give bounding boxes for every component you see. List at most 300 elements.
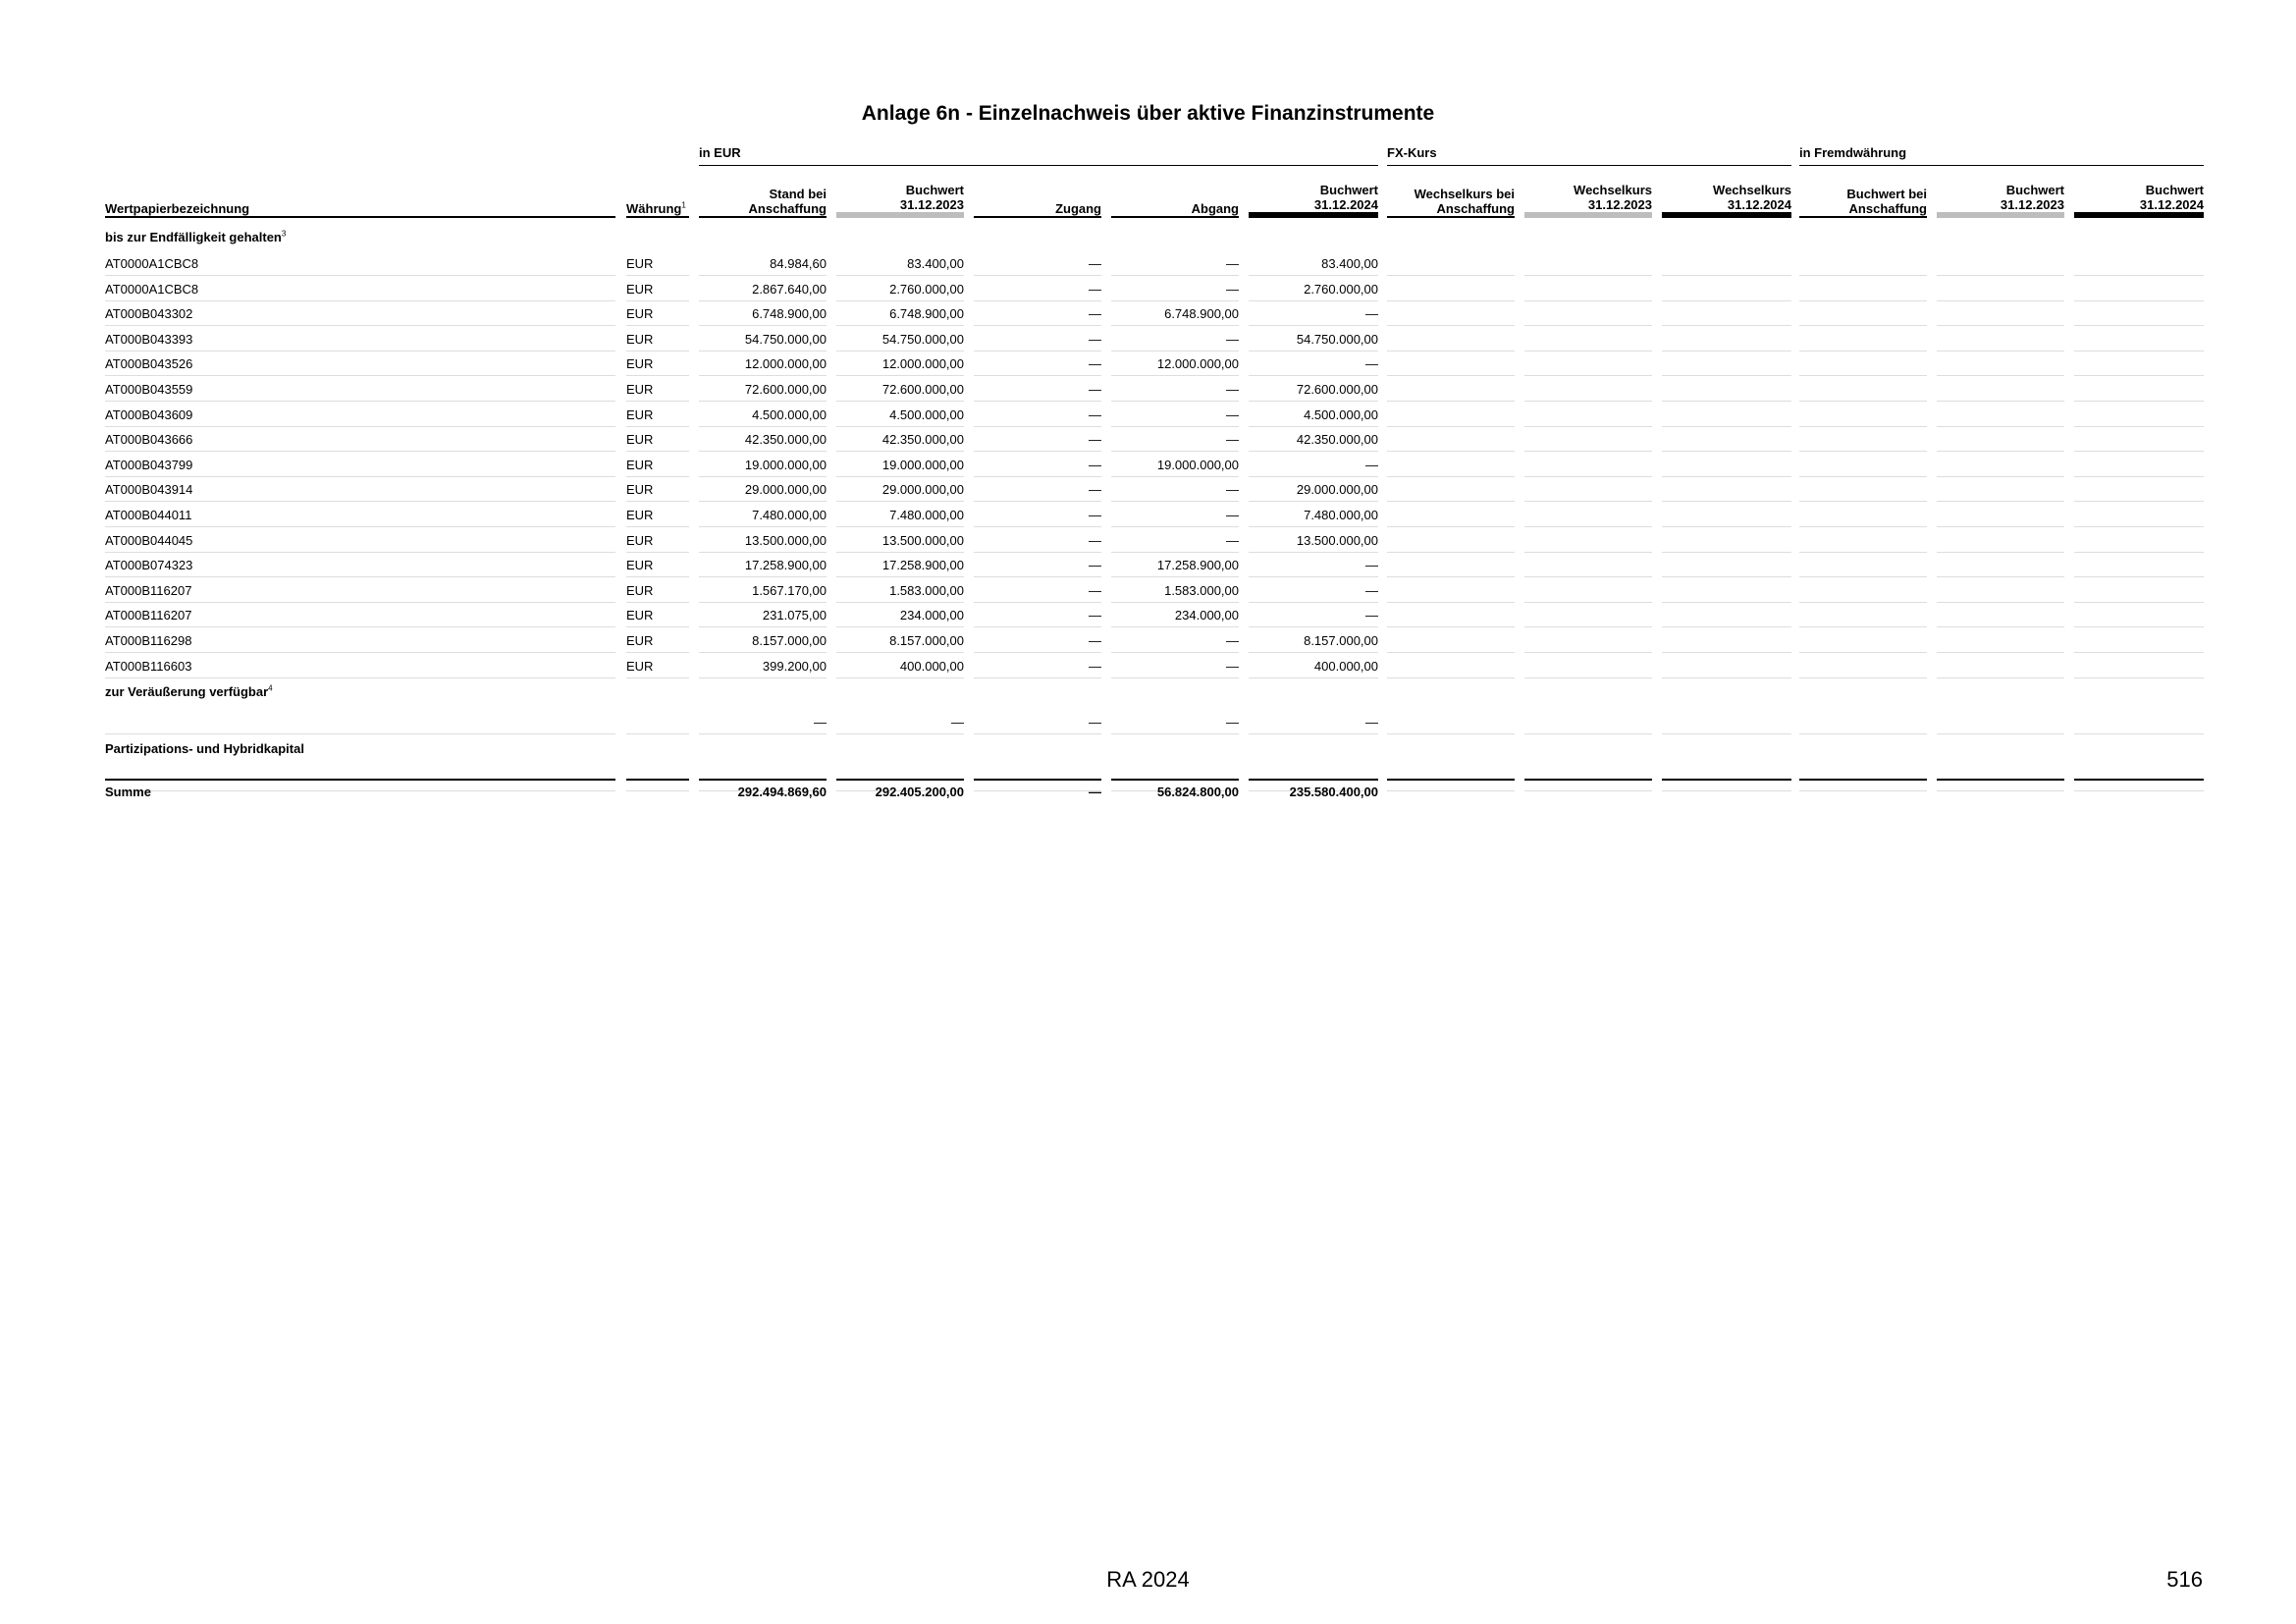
table-cell-currency	[626, 710, 689, 734]
table-cell-bv2023: 6.748.900,00	[836, 301, 964, 326]
table-cell-abgang: —	[1111, 327, 1239, 352]
table-cell-fc_cost	[1799, 578, 1927, 603]
table-cell-name: AT000B043799	[105, 453, 615, 477]
table-cell-fx2024	[1662, 277, 1791, 301]
table-cell-cost: 7.480.000,00	[699, 503, 827, 527]
sum-cell-cost: 292.494.869,60	[699, 779, 827, 806]
table-cell-fc2024	[2074, 301, 2204, 326]
table-cell-name: AT000B043609	[105, 403, 615, 427]
table-cell-name: AT000B043559	[105, 377, 615, 402]
table-cell-fx_cost	[1387, 453, 1515, 477]
column-header-label2: Anschaffung	[1848, 201, 1927, 216]
table-cell-bv2023: 2.760.000,00	[836, 277, 964, 301]
table-cell-fc2024	[2074, 251, 2204, 276]
report-label: RA 2024	[1106, 1567, 1190, 1592]
column-header-label2: Anschaffung	[1436, 201, 1515, 216]
table-cell-cost: 13.500.000,00	[699, 528, 827, 553]
table-cell-currency: EUR	[626, 352, 689, 376]
group-label-fremd: in Fremdwährung	[1799, 145, 1907, 160]
sum-cell-fc2023	[1937, 779, 2064, 806]
column-header-cost	[699, 183, 827, 218]
table-cell-bv2024: 42.350.000,00	[1249, 427, 1378, 452]
table-cell-bv2023: 8.157.000,00	[836, 628, 964, 653]
table-cell-zugang: —	[974, 277, 1101, 301]
table-cell-fc2024	[2074, 628, 2204, 653]
table-cell-fc2023	[1937, 710, 2064, 734]
table-cell-cost: 42.350.000,00	[699, 427, 827, 452]
section-label	[105, 741, 304, 756]
table-cell-zugang: —	[974, 327, 1101, 352]
table-cell-name: AT000B116298	[105, 628, 615, 653]
table-cell-cost: 17.258.900,00	[699, 553, 827, 577]
table-cell-currency: EUR	[626, 403, 689, 427]
table-cell-currency: EUR	[626, 503, 689, 527]
table-cell-cost: 2.867.640,00	[699, 277, 827, 301]
column-header-fc2023	[1937, 183, 2064, 218]
table-cell-abgang: 6.748.900,00	[1111, 301, 1239, 326]
table-cell-name: AT000B043914	[105, 477, 615, 502]
table-cell-currency: EUR	[626, 377, 689, 402]
table-cell-fx2023	[1524, 553, 1652, 577]
table-cell-fc2024	[2074, 603, 2204, 627]
table-cell-fc2023	[1937, 427, 2064, 452]
group-rule-fremd	[1799, 165, 2204, 166]
table-cell-zugang: —	[974, 578, 1101, 603]
table-cell-fx_cost	[1387, 528, 1515, 553]
column-header-bv2024	[1249, 183, 1378, 218]
sum-cell-fc_cost	[1799, 779, 1927, 806]
table-cell-cost: 399.200,00	[699, 654, 827, 678]
table-cell-bv2023: 19.000.000,00	[836, 453, 964, 477]
section-label	[105, 684, 273, 699]
column-header-label2: 31.12.2023	[2000, 197, 2064, 212]
column-header-label: Wertpapierbezeichnung	[105, 201, 250, 216]
table-cell-cost: —	[699, 767, 827, 791]
table-cell-name: AT000B116207	[105, 603, 615, 627]
table-cell-fc2024	[2074, 453, 2204, 477]
section-label	[105, 230, 286, 244]
table-cell-fc2023	[1937, 477, 2064, 502]
table-cell-fx2023	[1524, 427, 1652, 452]
section-label-text: zur Veräußerung verfügbar	[105, 684, 269, 700]
table-cell-zugang: —	[974, 528, 1101, 553]
table-cell-abgang: —	[1111, 377, 1239, 402]
column-header-label: Währung	[626, 201, 682, 216]
table-cell-name: AT000B043526	[105, 352, 615, 376]
page-title: Anlage 6n - Einzelnachweis über aktive Finanzinstrumente	[861, 102, 1435, 125]
table-cell-fx2024	[1662, 301, 1791, 326]
table-cell-fx2023	[1524, 453, 1652, 477]
table-cell-fx2023	[1524, 603, 1652, 627]
table-cell-fc_cost	[1799, 603, 1927, 627]
column-header-label1: Stand bei	[769, 187, 827, 201]
sum-cell-fx2024	[1662, 779, 1791, 806]
column-header-label2: 31.12.2023	[1587, 197, 1652, 212]
column-header-label1: Buchwert	[2005, 183, 2064, 197]
table-cell-bv2023: 12.000.000,00	[836, 352, 964, 376]
table-cell-bv2023: 17.258.900,00	[836, 553, 964, 577]
table-cell-fc_cost	[1799, 377, 1927, 402]
table-cell-fc2023	[1937, 654, 2064, 678]
table-cell-fx2024	[1662, 251, 1791, 276]
table-cell-fc2023	[1937, 453, 2064, 477]
table-cell-bv2024: —	[1249, 603, 1378, 627]
table-cell-fc2023	[1937, 352, 2064, 376]
table-cell-bv2024: —	[1249, 578, 1378, 603]
table-cell-zugang: —	[974, 453, 1101, 477]
table-cell-fx2023	[1524, 628, 1652, 653]
table-cell-fx2023	[1524, 503, 1652, 527]
table-cell-fx2023	[1524, 654, 1652, 678]
table-cell-abgang: —	[1111, 767, 1239, 791]
table-cell-bv2023: 1.583.000,00	[836, 578, 964, 603]
table-cell-fx2023	[1524, 277, 1652, 301]
table-cell-bv2023: —	[836, 710, 964, 734]
table-cell-fc2023	[1937, 403, 2064, 427]
footnote-marker: 3	[281, 229, 287, 239]
table-cell-fx2023	[1524, 352, 1652, 376]
table-cell-fx2023	[1524, 528, 1652, 553]
column-header-abgang	[1111, 183, 1239, 218]
table-cell-abgang: —	[1111, 403, 1239, 427]
table-cell-fx2024	[1662, 427, 1791, 452]
table-cell-name: AT000B116207	[105, 578, 615, 603]
table-cell-zugang: —	[974, 654, 1101, 678]
table-cell-fx_cost	[1387, 352, 1515, 376]
table-cell-cost: 72.600.000,00	[699, 377, 827, 402]
table-cell-bv2024: 2.760.000,00	[1249, 277, 1378, 301]
column-header-label1: Wechselkurs	[1713, 183, 1791, 197]
table-cell-currency: EUR	[626, 427, 689, 452]
column-header-fc_cost	[1799, 183, 1927, 218]
table-cell-currency: EUR	[626, 277, 689, 301]
column-header-zugang	[974, 183, 1101, 218]
column-header-label2: 31.12.2023	[899, 197, 964, 212]
group-label-fx: FX-Kurs	[1387, 145, 1437, 160]
table-cell-fx_cost	[1387, 377, 1515, 402]
table-cell-bv2023: 7.480.000,00	[836, 503, 964, 527]
group-rule-fx	[1387, 165, 1791, 166]
table-cell-zugang: —	[974, 710, 1101, 734]
table-cell-fx2024	[1662, 352, 1791, 376]
table-cell-fc_cost	[1799, 654, 1927, 678]
table-cell-fx2023	[1524, 301, 1652, 326]
table-cell-fc2023	[1937, 277, 2064, 301]
table-cell-fx2024	[1662, 453, 1791, 477]
table-cell-abgang: 17.258.900,00	[1111, 553, 1239, 577]
table-cell-currency: EUR	[626, 654, 689, 678]
table-cell-abgang: 19.000.000,00	[1111, 453, 1239, 477]
table-cell-fx_cost	[1387, 628, 1515, 653]
table-cell-name: AT000B043393	[105, 327, 615, 352]
table-cell-fx2023	[1524, 477, 1652, 502]
table-cell-abgang: 234.000,00	[1111, 603, 1239, 627]
column-header-fx2023	[1524, 183, 1652, 218]
table-cell-fx2024	[1662, 654, 1791, 678]
table-cell-bv2023: —	[836, 767, 964, 791]
table-cell-fx2023	[1524, 377, 1652, 402]
table-cell-fc2023	[1937, 301, 2064, 326]
table-cell-bv2023: 13.500.000,00	[836, 528, 964, 553]
sum-cell-fc2024	[2074, 779, 2204, 806]
column-header-bv2023	[836, 183, 964, 218]
table-cell-abgang: —	[1111, 710, 1239, 734]
table-cell-abgang: —	[1111, 251, 1239, 276]
table-cell-bv2023: 72.600.000,00	[836, 377, 964, 402]
table-cell-bv2024: —	[1249, 301, 1378, 326]
table-cell-zugang: —	[974, 251, 1101, 276]
table-cell-bv2023: 42.350.000,00	[836, 427, 964, 452]
table-cell-fc_cost	[1799, 710, 1927, 734]
table-cell-bv2024: 83.400,00	[1249, 251, 1378, 276]
table-cell-abgang: —	[1111, 427, 1239, 452]
table-cell-fc2024	[2074, 654, 2204, 678]
table-cell-bv2024: 4.500.000,00	[1249, 403, 1378, 427]
table-cell-currency: EUR	[626, 578, 689, 603]
table-cell-fx2024	[1662, 628, 1791, 653]
table-cell-abgang: —	[1111, 654, 1239, 678]
table-cell-fx2023	[1524, 327, 1652, 352]
table-cell-fc_cost	[1799, 277, 1927, 301]
table-cell-currency: EUR	[626, 553, 689, 577]
table-cell-bv2024: 72.600.000,00	[1249, 377, 1378, 402]
table-cell-name: AT000B044045	[105, 528, 615, 553]
table-cell-fc_cost	[1799, 301, 1927, 326]
group-label-eur: in EUR	[699, 145, 741, 160]
table-cell-zugang: —	[974, 767, 1101, 791]
table-cell-zugang: —	[974, 403, 1101, 427]
page-number: 516	[2166, 1567, 2203, 1592]
table-cell-currency: EUR	[626, 301, 689, 326]
table-cell-bv2024: —	[1249, 352, 1378, 376]
column-header-label1: Buchwert	[2145, 183, 2204, 197]
sum-cell-currency	[626, 779, 689, 806]
table-cell-cost: 1.567.170,00	[699, 578, 827, 603]
table-cell-zugang: —	[974, 628, 1101, 653]
table-cell-cost: 29.000.000,00	[699, 477, 827, 502]
table-cell-bv2024: 13.500.000,00	[1249, 528, 1378, 553]
table-cell-bv2024: —	[1249, 553, 1378, 577]
table-cell-bv2023: 4.500.000,00	[836, 403, 964, 427]
column-header-fc2024	[2074, 183, 2204, 218]
table-cell-fx2024	[1662, 503, 1791, 527]
table-cell-bv2023: 234.000,00	[836, 603, 964, 627]
table-cell-cost: 54.750.000,00	[699, 327, 827, 352]
table-cell-fc2023	[1937, 628, 2064, 653]
table-cell-fc2024	[2074, 477, 2204, 502]
table-cell-name: AT000B043666	[105, 427, 615, 452]
table-cell-name: AT000B074323	[105, 553, 615, 577]
table-cell-bv2023: 29.000.000,00	[836, 477, 964, 502]
table-cell-fc_cost	[1799, 327, 1927, 352]
table-cell-fx_cost	[1387, 710, 1515, 734]
table-cell-fc_cost	[1799, 403, 1927, 427]
table-cell-fx_cost	[1387, 327, 1515, 352]
table-cell-bv2023: 83.400,00	[836, 251, 964, 276]
table-cell-bv2024: —	[1249, 710, 1378, 734]
table-cell-fx_cost	[1387, 301, 1515, 326]
table-cell-currency: EUR	[626, 528, 689, 553]
table-cell-cost: 4.500.000,00	[699, 403, 827, 427]
table-cell-abgang: 12.000.000,00	[1111, 352, 1239, 376]
sum-cell-bv2024: 235.580.400,00	[1249, 779, 1378, 806]
table-cell-fx_cost	[1387, 477, 1515, 502]
table-cell-zugang: —	[974, 553, 1101, 577]
group-rule-eur	[699, 165, 1378, 166]
footnote-marker: 1	[681, 200, 686, 210]
table-cell-fx2024	[1662, 710, 1791, 734]
column-header-currency	[626, 183, 689, 218]
table-cell-currency: EUR	[626, 251, 689, 276]
table-cell-fc2024	[2074, 327, 2204, 352]
table-cell-bv2024: —	[1249, 767, 1378, 791]
table-cell-abgang: —	[1111, 477, 1239, 502]
table-cell-bv2024: 29.000.000,00	[1249, 477, 1378, 502]
table-cell-bv2023: 54.750.000,00	[836, 327, 964, 352]
footnote-marker: 4	[268, 683, 273, 693]
sum-cell-bv2023: 292.405.200,00	[836, 779, 964, 806]
table-cell-fx2024	[1662, 578, 1791, 603]
table-cell-abgang: —	[1111, 528, 1239, 553]
table-cell-bv2024: 54.750.000,00	[1249, 327, 1378, 352]
table-cell-zugang: —	[974, 503, 1101, 527]
table-cell-fx2023	[1524, 578, 1652, 603]
table-cell-fx2024	[1662, 403, 1791, 427]
column-header-label1: Buchwert	[1319, 183, 1378, 197]
table-cell-fx2023	[1524, 710, 1652, 734]
section-label-text: bis zur Endfälligkeit gehalten	[105, 230, 282, 244]
table-cell-bv2024: 7.480.000,00	[1249, 503, 1378, 527]
table-cell-fx2024	[1662, 553, 1791, 577]
table-cell-zugang: —	[974, 427, 1101, 452]
table-cell-fx_cost	[1387, 654, 1515, 678]
table-cell-fc2024	[2074, 377, 2204, 402]
table-cell-abgang: —	[1111, 503, 1239, 527]
table-cell-bv2024: —	[1249, 453, 1378, 477]
table-cell-fc2024	[2074, 710, 2204, 734]
table-cell-cost: 19.000.000,00	[699, 453, 827, 477]
table-cell-abgang: 1.583.000,00	[1111, 578, 1239, 603]
table-cell-fc2024	[2074, 553, 2204, 577]
table-cell-name: AT000B044011	[105, 503, 615, 527]
column-header-label1: Buchwert bei	[1846, 187, 1927, 201]
table-cell-fc2024	[2074, 277, 2204, 301]
table-cell-fc2023	[1937, 251, 2064, 276]
column-header-fx_cost	[1387, 183, 1515, 218]
table-cell-fc_cost	[1799, 427, 1927, 452]
column-header-label1: Buchwert	[905, 183, 964, 197]
column-header-label2: 31.12.2024	[1313, 197, 1378, 212]
table-cell-fx_cost	[1387, 251, 1515, 276]
column-header-label: Abgang	[1191, 201, 1239, 216]
table-cell-cost: 12.000.000,00	[699, 352, 827, 376]
column-header-label2: Anschaffung	[748, 201, 827, 216]
column-header-fx2024	[1662, 183, 1791, 218]
column-header-label1: Wechselkurs	[1574, 183, 1652, 197]
table-cell-bv2024: 8.157.000,00	[1249, 628, 1378, 653]
table-cell-fx2024	[1662, 528, 1791, 553]
table-cell-fc2023	[1937, 553, 2064, 577]
sum-cell-abgang: 56.824.800,00	[1111, 779, 1239, 806]
table-cell-currency: EUR	[626, 453, 689, 477]
table-cell-fx_cost	[1387, 553, 1515, 577]
table-cell-cost: —	[699, 710, 827, 734]
column-header-label1: Wechselkurs bei	[1414, 187, 1515, 201]
table-cell-fc2023	[1937, 327, 2064, 352]
table-cell-cost: 6.748.900,00	[699, 301, 827, 326]
table-cell-abgang: —	[1111, 277, 1239, 301]
table-cell-bv2024: 400.000,00	[1249, 654, 1378, 678]
table-cell-zugang: —	[974, 377, 1101, 402]
table-cell-fc2023	[1937, 503, 2064, 527]
table-cell-fc_cost	[1799, 528, 1927, 553]
sum-cell-name: Summe	[105, 779, 615, 806]
table-cell-name: AT000B116603	[105, 654, 615, 678]
table-cell-fc2023	[1937, 578, 2064, 603]
table-cell-name	[105, 710, 615, 734]
table-cell-fx2024	[1662, 327, 1791, 352]
table-cell-currency: EUR	[626, 327, 689, 352]
table-cell-bv2023: 400.000,00	[836, 654, 964, 678]
table-cell-currency: EUR	[626, 628, 689, 653]
column-header-name	[105, 183, 615, 218]
table-cell-abgang: —	[1111, 628, 1239, 653]
table-cell-fx_cost	[1387, 427, 1515, 452]
table-cell-fx2023	[1524, 403, 1652, 427]
table-cell-cost: 84.984,60	[699, 251, 827, 276]
table-cell-fx2024	[1662, 377, 1791, 402]
table-cell-fc2023	[1937, 528, 2064, 553]
table-cell-zugang: —	[974, 352, 1101, 376]
table-cell-name: AT0000A1CBC8	[105, 251, 615, 276]
table-cell-zugang: —	[974, 603, 1101, 627]
table-cell-fc_cost	[1799, 352, 1927, 376]
table-cell-fx_cost	[1387, 277, 1515, 301]
table-cell-cost: 8.157.000,00	[699, 628, 827, 653]
table-cell-fc2024	[2074, 403, 2204, 427]
table-cell-fc2023	[1937, 377, 2064, 402]
table-cell-fc2023	[1937, 603, 2064, 627]
table-cell-fc2024	[2074, 578, 2204, 603]
table-cell-fc2024	[2074, 528, 2204, 553]
section-label-text: Partizipations- und Hybridkapital	[105, 740, 304, 756]
table-cell-name: AT000B043302	[105, 301, 615, 326]
table-cell-name: AT0000A1CBC8	[105, 277, 615, 301]
table-cell-fx_cost	[1387, 503, 1515, 527]
table-cell-fx_cost	[1387, 403, 1515, 427]
table-cell-cost: 231.075,00	[699, 603, 827, 627]
table-cell-fc_cost	[1799, 503, 1927, 527]
table-cell-fx_cost	[1387, 603, 1515, 627]
column-header-label: Zugang	[1055, 201, 1101, 216]
table-cell-currency: EUR	[626, 477, 689, 502]
table-cell-zugang: —	[974, 477, 1101, 502]
table-cell-fc_cost	[1799, 553, 1927, 577]
sum-cell-zugang: —	[974, 779, 1101, 806]
sum-cell-fx2023	[1524, 779, 1652, 806]
table-cell-fc2024	[2074, 503, 2204, 527]
table-cell-fc2024	[2074, 352, 2204, 376]
sum-cell-fx_cost	[1387, 779, 1515, 806]
table-cell-fx2023	[1524, 251, 1652, 276]
table-cell-fc_cost	[1799, 477, 1927, 502]
table-cell-fx2024	[1662, 477, 1791, 502]
table-cell-fc_cost	[1799, 453, 1927, 477]
table-cell-zugang: —	[974, 301, 1101, 326]
table-cell-currency: EUR	[626, 603, 689, 627]
table-cell-fc_cost	[1799, 628, 1927, 653]
column-header-label2: 31.12.2024	[2139, 197, 2204, 212]
